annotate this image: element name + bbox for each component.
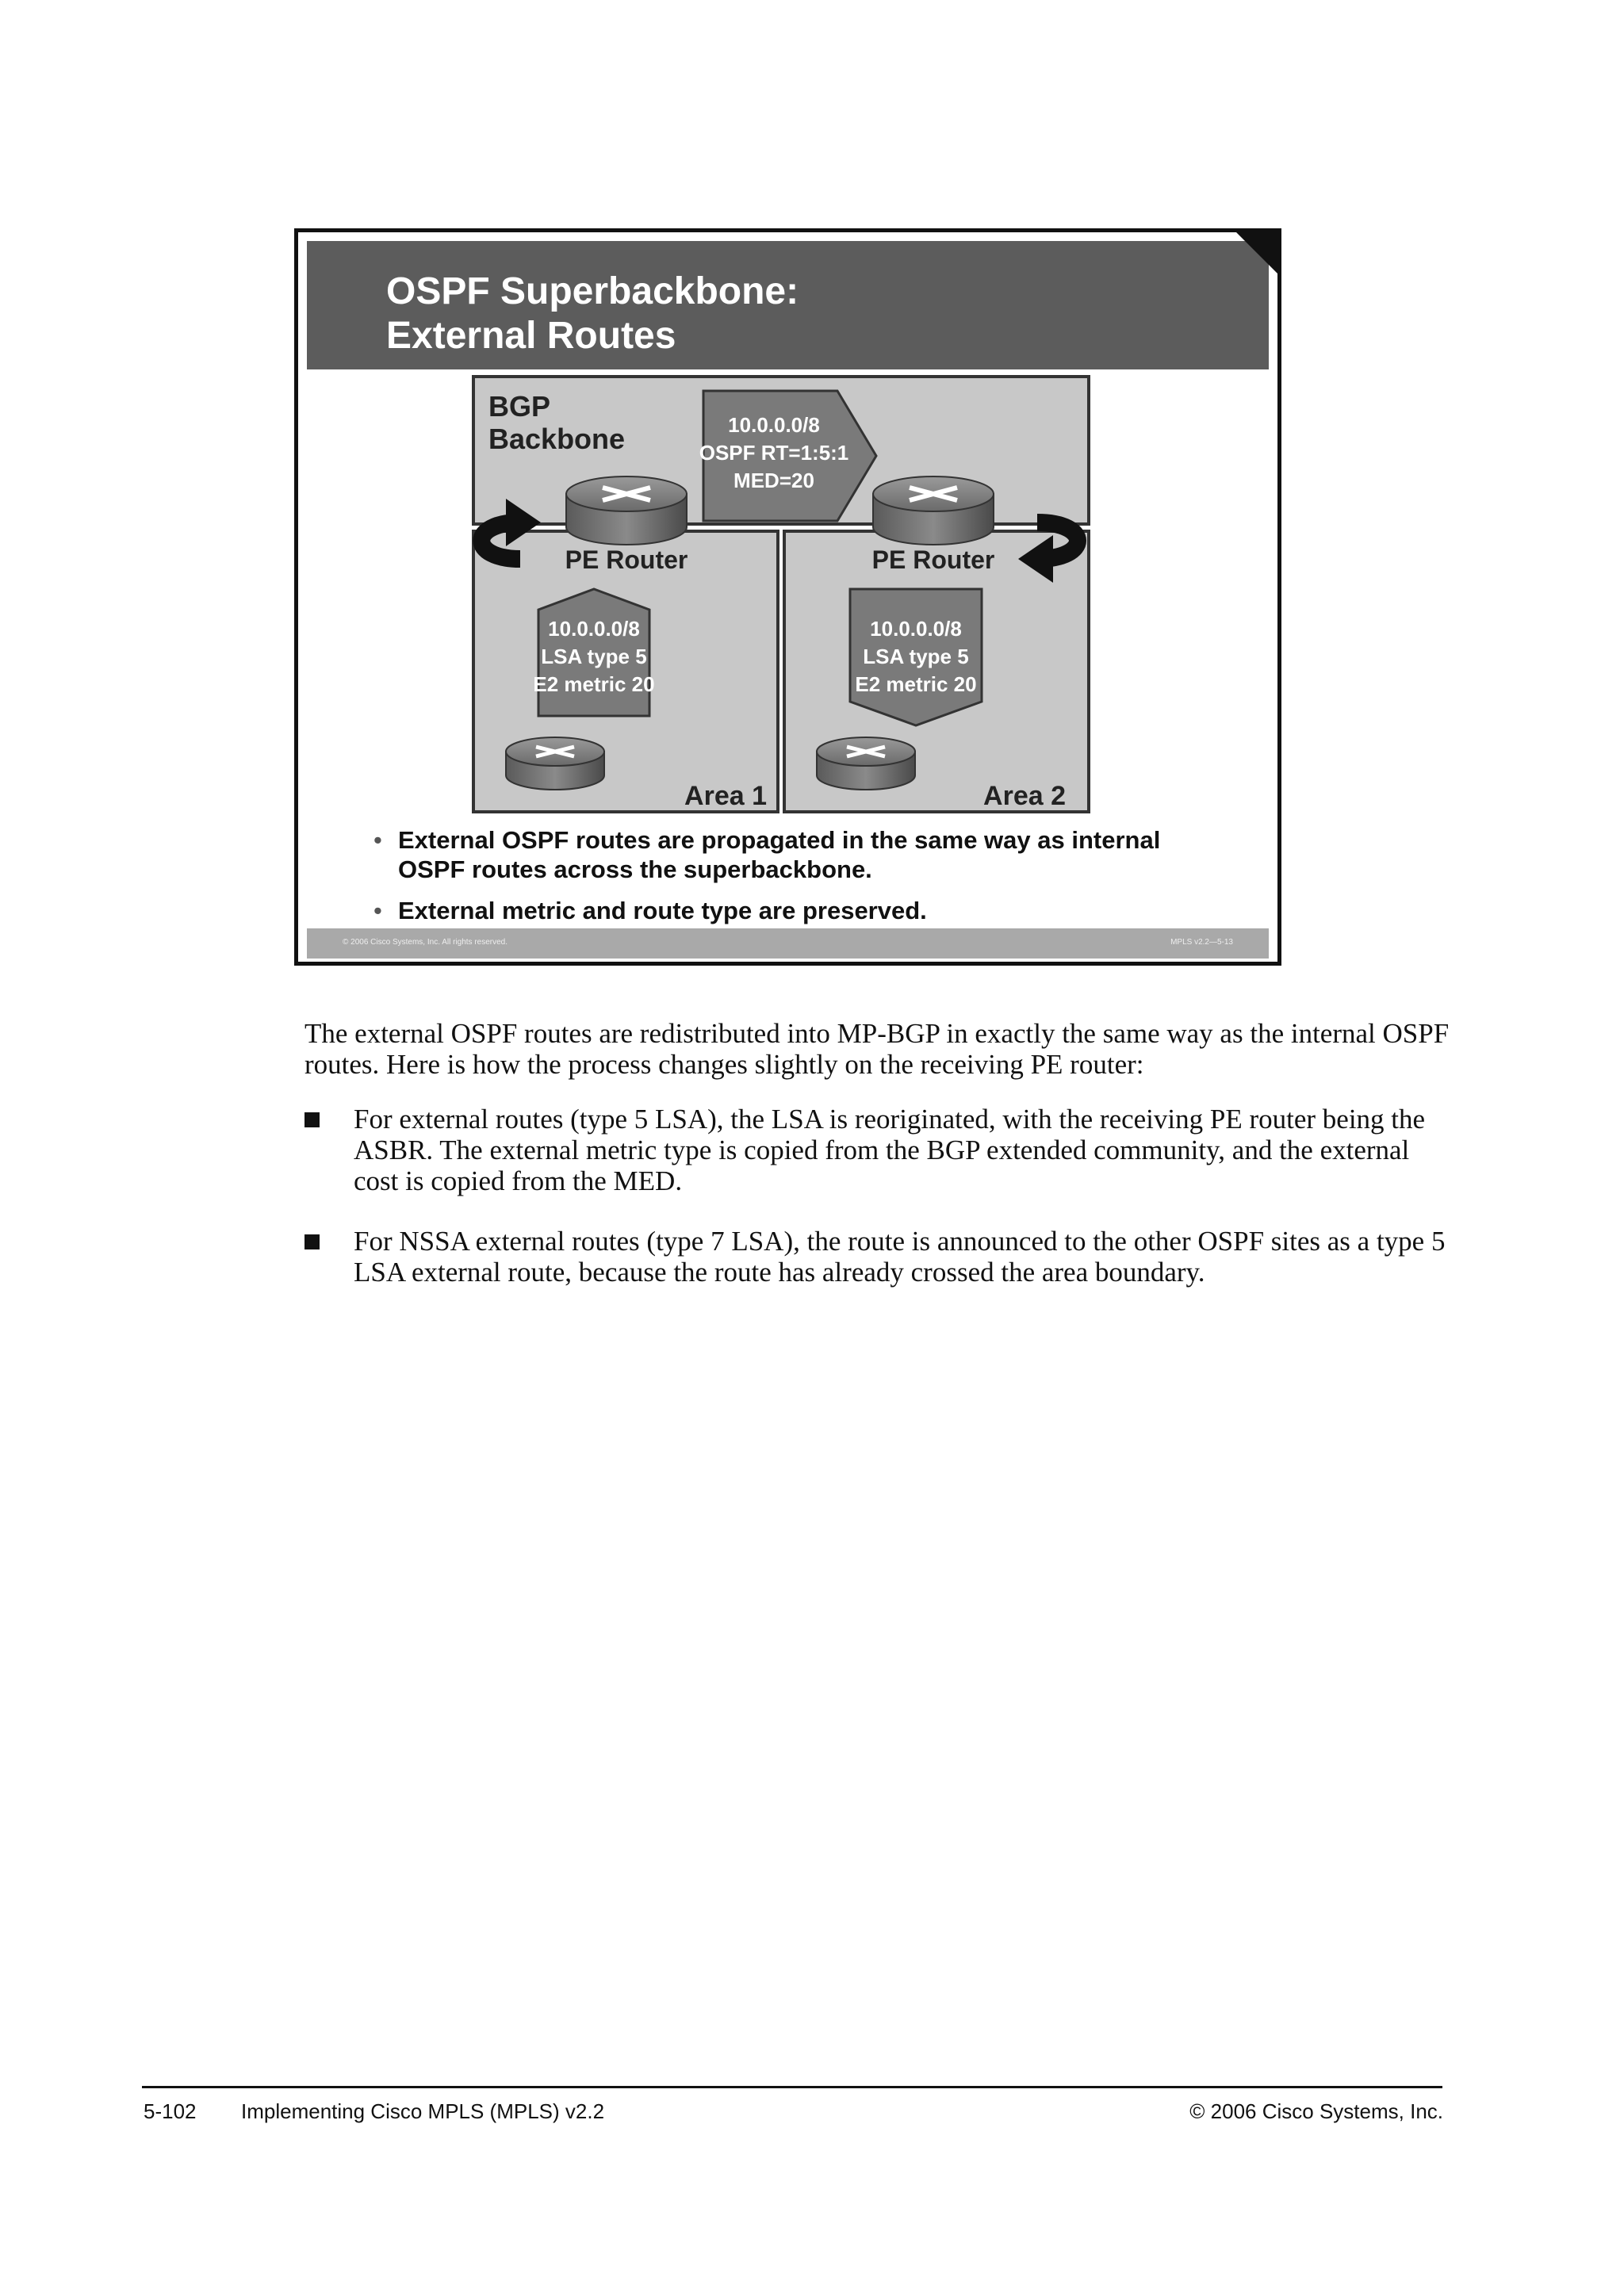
bgp-label-line2: Backbone [488, 423, 626, 455]
footer-copyright: © 2006 Cisco Systems, Inc. [1189, 2099, 1443, 2123]
intro-paragraph: The external OSPF routes are redistributed into MP-BGP in exactly the same way as the internal OSPF routes. Here is how the process changes slightly on the receiving PE router: [304, 1018, 1450, 1080]
area1-label: Area 1 [684, 781, 767, 811]
slide-bullet-1-text: External OSPF routes are propagated in the same way as internal OSPF routes across the superbackbone. [398, 826, 1161, 883]
slide-bullet-dot: • [373, 897, 382, 924]
pe-router-left-label: PE Router [565, 545, 688, 574]
lsa-left-type: LSA type 5 [541, 645, 647, 668]
area2-label: Area 2 [983, 781, 1066, 811]
body-bullet-2: For NSSA external routes (type 7 LSA), the route is announced to the other OSPF sites as a type 5 LSA external route, because the route has already crossed the area boundary. [354, 1226, 1446, 1288]
area2-router-icon [817, 737, 915, 790]
area1-router-icon [506, 737, 604, 790]
body-bullet-1: For external routes (type 5 LSA), the LSA is reoriginated, with the receiving PE router being the ASBR. The external metric type is copied from the BGP extended community, and the external cost is copied from the MED. [354, 1104, 1426, 1196]
lsa-right-metric: E2 metric 20 [855, 672, 977, 696]
lsa-left-prefix: 10.0.0.0/8 [548, 617, 640, 641]
lsa-left-metric: E2 metric 20 [533, 672, 655, 696]
footer-page-number: 5-102 [144, 2099, 197, 2123]
footer-rule [142, 2086, 1442, 2088]
bgp-update-rt: OSPF RT=1:5:1 [699, 441, 849, 465]
lsa-right-prefix: 10.0.0.0/8 [870, 617, 962, 641]
slide-footer-copyright: © 2006 Cisco Systems, Inc. All rights reserved. [343, 938, 508, 947]
footer-book-title: Implementing Cisco MPLS (MPLS) v2.2 [241, 2099, 605, 2123]
slide-bullet-2 [373, 896, 1214, 925]
slide-bullet-1 [373, 825, 1214, 884]
slide-footer [307, 928, 1269, 959]
bgp-label-line1: BGP [488, 390, 551, 423]
bullet-square-icon [304, 1234, 320, 1249]
slide-footer-code: MPLS v2.2—5-13 [1170, 938, 1233, 947]
lsa-right-type: LSA type 5 [863, 645, 969, 668]
slide-title-line1: OSPF Superbackbone: [386, 270, 799, 312]
slide-bullet-2-text: External metric and route type are preserved. [398, 897, 927, 924]
bullet-square-icon [304, 1112, 320, 1127]
slide-figure [294, 228, 1281, 966]
slide-bullet-dot: • [373, 826, 382, 854]
pe-router-left-icon [566, 476, 687, 545]
pe-router-right-label: PE Router [871, 545, 995, 574]
pe-router-right-icon [873, 476, 994, 545]
bgp-update-prefix: 10.0.0.0/8 [728, 413, 820, 437]
slide-title-line2: External Routes [386, 315, 676, 357]
bgp-update-med: MED=20 [733, 469, 814, 492]
